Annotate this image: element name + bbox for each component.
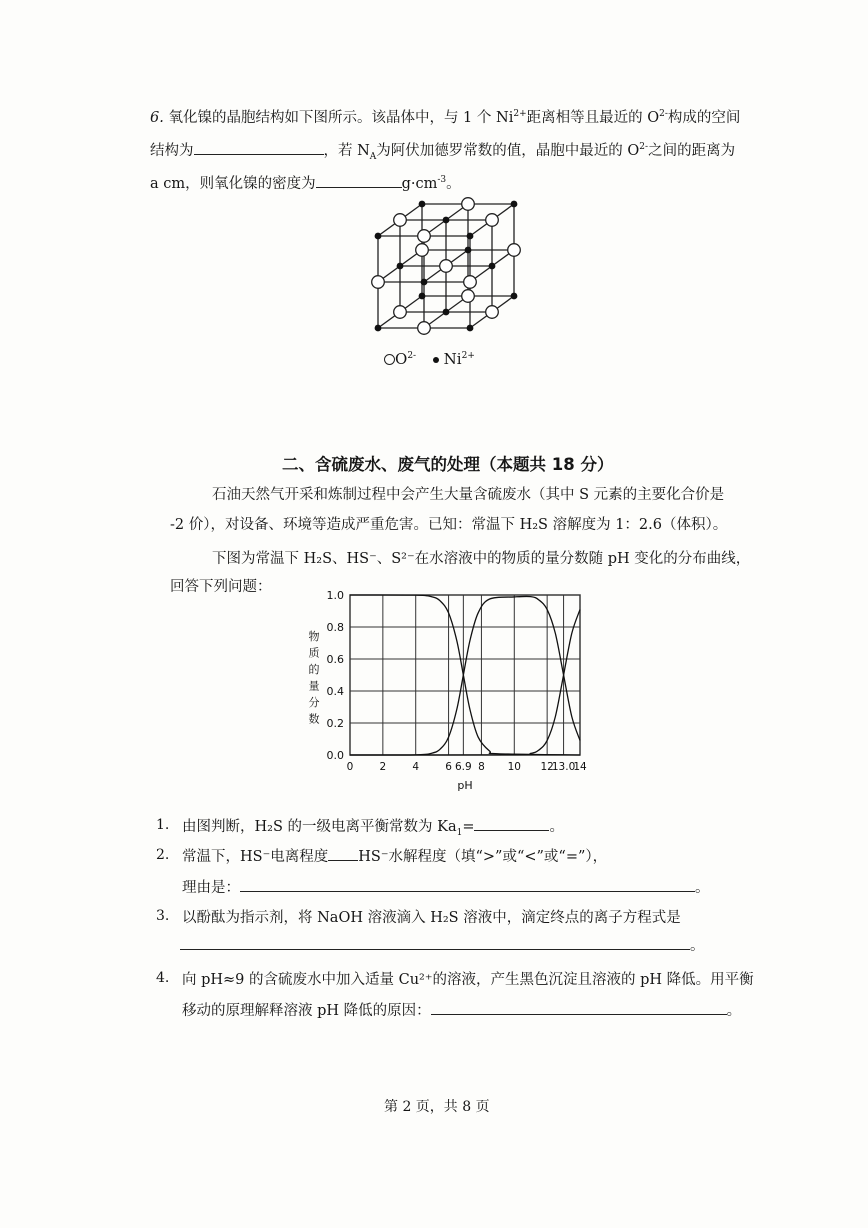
- x-tick-label: 14: [573, 761, 587, 773]
- intro-line-4: 回答下列问题：: [170, 579, 272, 595]
- q6-text: 构成的空间: [667, 110, 741, 126]
- q4-answer-line: [182, 999, 741, 1020]
- distribution-chart: [290, 582, 600, 797]
- y-axis-label-char: 质: [308, 646, 320, 660]
- x-tick-label: 2: [379, 761, 387, 773]
- o-ion: [418, 322, 431, 335]
- q4-end: 。: [726, 1003, 742, 1019]
- answer-blank-explanation[interactable]: [431, 999, 727, 1015]
- q6-line1: [150, 106, 740, 127]
- q3-end: 。: [690, 938, 705, 954]
- y-axis-label-char: 物: [308, 630, 320, 643]
- ni-ion: [467, 233, 474, 240]
- q6-text: 为阿伏加德罗常数的值，晶胞中最近的 O: [376, 143, 640, 159]
- q3-text: 以酚酞为指示剂，将 NaOH 溶液滴入 H₂S 溶液中，滴定终点的离子方程式是: [182, 910, 681, 926]
- ni-ion: [397, 263, 404, 270]
- distribution-curve-2: [350, 596, 580, 755]
- ni-ion: [419, 293, 426, 300]
- q2-reason-label: 理由是：: [182, 880, 240, 896]
- o-ion: [394, 306, 407, 319]
- distribution-curve-1: [350, 595, 580, 755]
- ni-ion: [421, 279, 428, 286]
- q4-number: 4.: [156, 970, 170, 986]
- na-subscript: A: [369, 151, 377, 162]
- o-ion: [508, 244, 521, 257]
- q6-line3: [150, 172, 461, 193]
- x-tick-label: 12: [540, 761, 554, 773]
- q1-number: 1.: [156, 817, 170, 833]
- ni-ion: [467, 325, 474, 332]
- o-ion: [464, 276, 477, 289]
- q6-number: 6.: [150, 110, 164, 126]
- q6-text: a cm，则氧化镍的密度为: [150, 176, 316, 192]
- legend-ni-label: Ni: [443, 350, 462, 368]
- x-tick-label: 4: [412, 761, 420, 773]
- crystal-cell-diagram: [362, 192, 532, 340]
- page-footer: 第 2 页，共 8 页: [384, 1099, 490, 1115]
- q6-text: 结构为: [150, 143, 194, 159]
- y-axis-label-char: 量: [308, 679, 320, 693]
- q2-text: [182, 845, 607, 866]
- legend-ni-charge: 2+: [461, 351, 475, 361]
- q2-end: 。: [695, 880, 710, 896]
- intro-line-3: 下图为常温下 H₂S、HS⁻、S²⁻在水溶液中的物质的量分数随 pH 变化的分布曲线，: [212, 551, 751, 567]
- intro-line-2: -2 价），对设备、环境等造成严重危害。已知：常温下 H₂S 溶解度为 1：2.6（体积）。: [170, 517, 728, 533]
- answer-blank-density[interactable]: [316, 172, 402, 188]
- ni-ion: [465, 247, 472, 254]
- o-charge: 2-: [659, 109, 668, 120]
- answer-blank-reason[interactable]: [240, 876, 695, 892]
- section-title: 二、含硫废水、废气的处理（本题共 18 分）: [282, 455, 614, 474]
- ni-ion: [419, 201, 426, 208]
- q6-text: 。: [446, 176, 461, 192]
- x-tick-label: 13.0: [551, 761, 576, 773]
- ni-ion: [511, 293, 518, 300]
- y-axis-label-char: 数: [308, 712, 320, 726]
- q6-text: 之间的距离为: [648, 143, 736, 159]
- unit-exponent: -3: [437, 175, 447, 186]
- x-tick-label: 8: [478, 761, 485, 773]
- crystal-legend: [384, 350, 475, 368]
- q1-equals: =: [462, 819, 475, 835]
- q1-prompt: 由图判断，H₂S 的一级电离平衡常数为 Ka: [182, 819, 457, 835]
- y-tick-label: 0.0: [326, 749, 344, 762]
- ni-ion: [443, 309, 450, 316]
- q6-line2: [150, 139, 735, 162]
- q2-number: 2.: [156, 847, 170, 863]
- y-axis-label-char: 的: [308, 663, 320, 676]
- x-tick-label: 6.9: [455, 761, 472, 773]
- o-charge: 2-: [639, 142, 649, 153]
- answer-blank-compare[interactable]: [328, 845, 358, 861]
- ni-ion: [375, 233, 382, 240]
- x-axis-label: pH: [457, 779, 473, 792]
- y-tick-label: 0.6: [326, 653, 344, 666]
- x-tick-label: 0: [346, 761, 354, 773]
- legend-o-label: O: [395, 350, 408, 368]
- legend-o-charge: 2-: [407, 351, 417, 361]
- o-ion: [486, 306, 499, 319]
- ni-charge: 2+: [513, 109, 527, 120]
- answer-blank-structure[interactable]: [194, 139, 324, 155]
- x-tick-label: 10: [507, 761, 521, 773]
- answer-blank-equation[interactable]: [180, 934, 690, 950]
- o-ion: [486, 214, 499, 227]
- plot-frame: [350, 595, 580, 755]
- q6-text: ，若 N: [323, 143, 370, 159]
- intro-line-1: 石油天然气开采和炼制过程中会产生大量含硫废水（其中 S 元素的主要化合价是: [212, 487, 725, 503]
- ni-ion: [443, 217, 450, 224]
- o-ion: [416, 244, 429, 257]
- ni-ion: [489, 263, 496, 270]
- y-tick-label: 0.8: [326, 621, 344, 634]
- ni-ion: [375, 325, 382, 332]
- y-tick-label: 0.4: [326, 685, 344, 698]
- q3-number: 3.: [156, 908, 170, 924]
- o-ion: [440, 260, 453, 273]
- q4-text: 向 pH≈9 的含硫废水中加入适量 Cu²⁺的溶液，产生黑色沉淀且溶液的 pH 降低。用平衡: [182, 972, 754, 988]
- q1-text: [182, 815, 564, 838]
- ka-subscript: 1: [456, 827, 463, 838]
- q6-text: 距离相等且最近的 O: [526, 110, 660, 126]
- answer-blank-ka1[interactable]: [474, 815, 549, 831]
- o-ion: [394, 214, 407, 227]
- o-ion-icon: [384, 354, 395, 365]
- q2-reason-line: [182, 876, 710, 897]
- q3-answer-line: [180, 934, 705, 955]
- q1-end: 。: [549, 819, 564, 835]
- o-ion: [418, 230, 431, 243]
- ni-ion-icon: [433, 357, 439, 363]
- q6-text: 氧化镍的晶胞结构如下图所示。该晶体中，与 1 个 Ni: [168, 110, 514, 126]
- ni-ion: [511, 201, 518, 208]
- q4-prompt-b: 移动的原理解释溶液 pH 降低的原因：: [182, 1003, 431, 1019]
- o-ion: [462, 198, 475, 211]
- q2-prompt-b: HS⁻水解程度（填“>”或“<”或“=”），: [358, 849, 608, 865]
- o-ion: [462, 290, 475, 303]
- y-tick-label: 1.0: [326, 589, 344, 602]
- q2-prompt: 常温下，HS⁻电离程度: [182, 849, 329, 865]
- y-tick-label: 0.2: [326, 717, 344, 730]
- o-ion: [372, 276, 385, 289]
- y-axis-label-char: 分: [308, 696, 320, 709]
- density-unit: g·cm: [401, 176, 438, 192]
- x-tick-label: 6: [445, 761, 452, 773]
